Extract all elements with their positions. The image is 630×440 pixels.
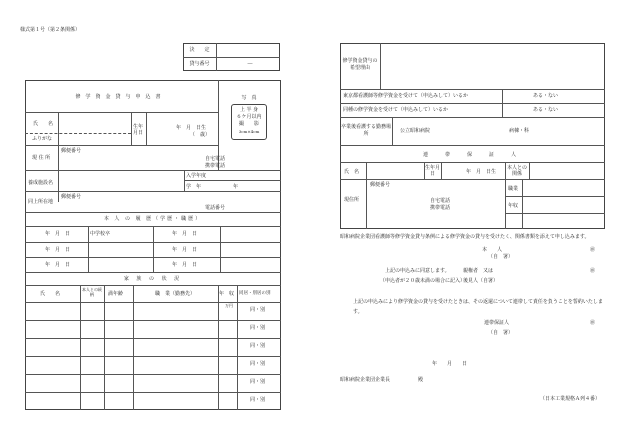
honnin-label: 本 人 — [482, 247, 503, 253]
kz-age: 満年齢 — [108, 291, 124, 297]
rentai-jisho: （自 署） — [488, 330, 514, 336]
rireki-date-5: 年 月 日 — [45, 262, 71, 268]
rireki-date-6: 年 月 日 — [172, 262, 198, 268]
yubin2-label: 郵便番号 — [61, 194, 82, 200]
school-name-label: 養成施設名 — [28, 180, 54, 186]
kashiyo-label: 貸与番号 — [189, 61, 210, 67]
school-address-label: 同上所在地 — [28, 199, 54, 205]
paper-size: （日本工業規格Ａ列４番） — [540, 396, 601, 402]
byoto-label: 病棟・科 — [509, 128, 530, 134]
keitai-denwa: 携帯電話 — [205, 163, 226, 169]
kazoku-title: 家 族 の 状 況 — [123, 276, 183, 282]
kz-dobetsu-2: 同・別 — [250, 325, 266, 331]
h-seinen: 生年月日 — [425, 165, 441, 177]
jitaku-denwa: 自宅電話 — [205, 156, 226, 162]
kettei-label: 決 定 — [189, 47, 210, 53]
dono-label: 殿 — [418, 377, 424, 383]
h-shokugyo: 職業 — [508, 186, 519, 192]
date-line: 年 月 日 — [432, 361, 468, 367]
h-yubin: 郵便番号 — [370, 182, 391, 188]
kz-dobetsu-1: 同・別 — [250, 307, 266, 313]
photo-line2: ６ケ月以内 — [236, 114, 262, 120]
photo-line3: 撮 影 — [238, 121, 259, 127]
age-label: （ 歳） — [190, 132, 211, 138]
shugyo-label: 卒業後看護する勤務場所 — [341, 124, 392, 137]
gakunen-nen: 年 — [233, 184, 239, 190]
kz-dobetsu-6: 同・別 — [250, 397, 266, 403]
rireki-date-3: 年 月 日 — [45, 247, 71, 253]
denwa-label: 電話番号 — [205, 205, 226, 211]
h-jitaku: 自宅電話 — [430, 198, 451, 204]
kashiyo-value: ― — [247, 61, 253, 67]
statement-2: 上記の申込みにより修学資金の貸与を受けたときは、その返還について連帯して責任を負うことを誓約いたします。 — [353, 299, 603, 315]
kz-dokyo: 同居・別居の別 — [239, 291, 271, 296]
kz-dobetsu-5: 同・別 — [250, 379, 266, 385]
birth-date: 年 月 日生 — [176, 125, 207, 131]
form-title: 修学資金貸与申込書 — [75, 94, 166, 100]
seinen-label: 生年月日 — [133, 124, 144, 136]
form-id: 様式第１号（第２条関係） — [20, 27, 81, 33]
rentai-label: 連帯保証人 — [484, 320, 510, 326]
h-keitai: 携帯電話 — [430, 205, 451, 211]
kz-shokugyo: 職 業（勤務先） — [155, 291, 196, 297]
kz-dobetsu-4: 同・別 — [250, 361, 266, 367]
riyu-label: 修学資金貸与の希望理由 — [342, 58, 378, 71]
gakunen-label: 学 年 — [186, 184, 202, 190]
photo-line1: 上 半 身 — [239, 107, 259, 113]
furigana-label: ふりがな — [32, 136, 53, 142]
honnin-jisho: （自 署） — [488, 254, 514, 260]
h-kankei: 本人との関係 — [506, 165, 527, 177]
h-nenshu: 年収 — [508, 203, 519, 209]
kz-dobetsu-3: 同・別 — [250, 343, 266, 349]
rireki-date-2: 年 月 日 — [172, 231, 198, 237]
statement-1: 昭和病院企業団看護師等修学資金貸与条例による修学資金の貸与を受けたく、関係書類を添えて申し込みます。 — [340, 234, 590, 240]
h-shimei: 氏 名 — [344, 169, 360, 175]
nyugaku-label: 入学年度 — [186, 173, 207, 179]
addressee: 昭和病院企業団企業長 — [340, 377, 391, 383]
q1-label: 東京都看護師等修学資金を受けて（申込みして）いるか — [343, 93, 469, 99]
minor-note: （申込者が２０歳未満の場合に記入） — [380, 278, 466, 284]
photo-line4: 3cm×4cm — [238, 129, 260, 134]
rireki-date-4: 年 月 日 — [172, 247, 198, 253]
koritsu-label: 公立昭和病院 — [400, 128, 431, 134]
genjusho-label: 現 住 所 — [32, 155, 51, 161]
kz-zokugara: 本人との続柄 — [82, 287, 102, 297]
hoshounin-title: 連 帯 保 証 人 — [422, 152, 522, 158]
rireki-date-1: 年 月 日 — [45, 231, 71, 237]
photo-title: 写 真 — [241, 95, 257, 101]
q2-answer: ある・ない — [533, 107, 559, 113]
q2-label: 同種の修学資金を受けて（申込みして）いるか — [343, 107, 449, 113]
q1-answer: ある・ない — [533, 93, 559, 99]
shinkensha-label: 親権者 又は — [463, 268, 494, 274]
shinkensha-seal: ㊞ — [590, 268, 596, 274]
shimei-label: 氏 名 — [33, 121, 54, 127]
kokennin-label: 後見人（自署） — [463, 278, 499, 284]
yubin1-label: 郵便番号 — [61, 148, 82, 154]
kz-nenshu: 年 収 — [219, 291, 235, 297]
h-genjusho: 現住所 — [344, 197, 360, 203]
rentai-seal: ㊞ — [590, 320, 596, 326]
kz-shimei: 氏 名 — [40, 291, 61, 297]
kz-yen: 万円 — [225, 303, 233, 308]
h-date: 年 月 日生 — [466, 169, 497, 175]
honnin-seal: ㊞ — [590, 247, 596, 253]
consent-label: 上記の申込みに同意します。 — [385, 268, 450, 274]
rireki-mid: 中学校卒 — [90, 231, 111, 237]
rireki-title: 本 人 の 履 歴（学歴・職歴） — [103, 216, 203, 222]
